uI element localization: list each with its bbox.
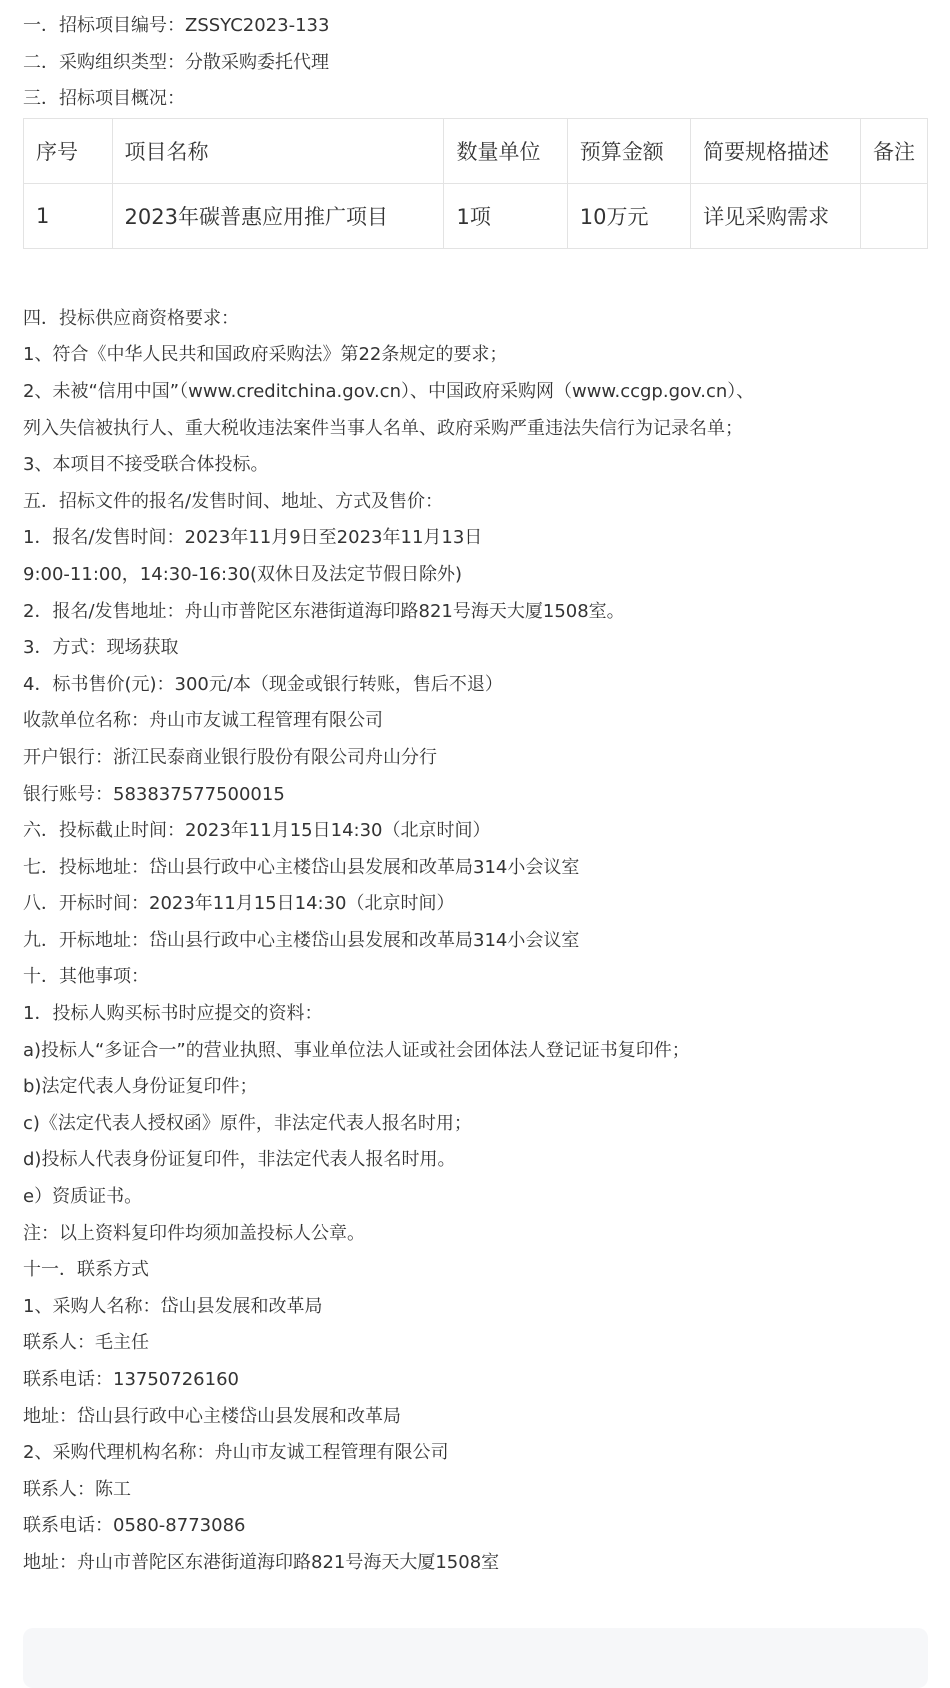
documents-required: 1．投标人购买标书时应提交的资料： [23, 1003, 323, 1025]
sale-heading: 五．招标文件的报名/发售时间、地址、方式及售价： [23, 490, 444, 512]
project-table [23, 118, 928, 249]
qualification-item-2: 2、未被“信用中国”（www.creditchina.gov.cn）、中国政府采购网（www.ccgp.gov.cn）、 [23, 380, 755, 402]
agency-name: 2、采购代理机构名称：舟山市友诚工程管理有限公司 [23, 1442, 449, 1464]
project-overview-heading: 三．招标项目概况： [23, 88, 185, 110]
agency-address: 地址：舟山市普陀区东港街道海印路821号海天大厦1508室 [23, 1551, 500, 1573]
document-item-b: b)法定代表人身份证复印件； [23, 1076, 258, 1098]
document-item-d: d)投标人代表身份证复印件，非法定代表人报名时用。 [23, 1149, 456, 1171]
document-item-a: a)投标人“多证合一”的营业执照、事业单位法人证或社会团体法人登记证书复印件； [23, 1039, 690, 1061]
contact-heading: 十一．联系方式 [23, 1259, 149, 1281]
project-number: 一．招标项目编号：ZSSYC2023-133 [23, 15, 330, 36]
header-project-name: 项目名称 [112, 118, 444, 183]
payee-name: 收款单位名称：舟山市友诚工程管理有限公司 [23, 710, 383, 732]
bank-account: 银行账号：583837577500015 [23, 783, 285, 805]
sale-price: 4．标书售价(元)：300元/本（现金或银行转账，售后不退） [23, 673, 503, 695]
cell-index: 1 [24, 183, 113, 248]
qualification-item-2-cont: 列入失信被执行人、重大税收违法案件当事人名单、政府采购严重违法失信行为记录名单； [23, 417, 743, 439]
announcement-content [23, 8, 928, 1582]
qualification-item-3: 3、本项目不接受联合体投标。 [23, 454, 269, 476]
cell-quantity-unit: 1项 [444, 183, 567, 248]
opening-time: 八．开标时间：2023年11月15日14:30（北京时间） [23, 893, 455, 915]
table-row [24, 183, 928, 248]
cell-remark [861, 183, 928, 248]
header-quantity-unit: 数量单位 [444, 118, 567, 183]
document-note: 注：以上资料复印件均须加盖投标人公章。 [23, 1222, 365, 1244]
footer-panel [23, 1628, 928, 1688]
bid-deadline: 六．投标截止时间：2023年11月15日14:30（北京时间） [23, 820, 491, 842]
purchaser-address: 地址：岱山县行政中心主楼岱山县发展和改革局 [23, 1405, 401, 1427]
procurement-type: 二．采购组织类型：分散采购委托代理 [23, 51, 329, 73]
other-matters-heading: 十．其他事项： [23, 966, 149, 988]
bank-name: 开户银行：浙江民泰商业银行股份有限公司舟山分行 [23, 746, 437, 768]
header-budget: 预算金额 [567, 118, 690, 183]
sale-method: 3．方式：现场获取 [23, 637, 179, 659]
bid-address: 七．投标地址：岱山县行政中心主楼岱山县发展和改革局314小会议室 [23, 856, 580, 878]
purchaser-contact: 联系人：毛主任 [23, 1332, 149, 1354]
cell-spec: 详见采购需求 [691, 183, 861, 248]
sale-time: 1．报名/发售时间：2023年11月9日至2023年11月13日 [23, 527, 483, 549]
sale-hours: 9:00-11:00，14:30-16:30(双休日及法定节假日除外) [23, 563, 463, 585]
opening-address: 九．开标地址：岱山县行政中心主楼岱山县发展和改革局314小会议室 [23, 929, 580, 951]
header-index: 序号 [24, 118, 113, 183]
purchaser-phone: 联系电话：13750726160 [23, 1369, 239, 1390]
table-header-row [24, 118, 928, 183]
agency-contact: 联系人：陈工 [23, 1478, 131, 1500]
sale-address: 2．报名/发售地址：舟山市普陀区东港街道海印路821号海天大厦1508室。 [23, 600, 625, 622]
purchaser-name: 1、采购人名称：岱山县发展和改革局 [23, 1295, 323, 1317]
document-item-c: c)《法定代表人授权函》原件，非法定代表人报名时用； [23, 1112, 472, 1134]
cell-project-name: 2023年碳普惠应用推广项目 [112, 183, 444, 248]
qualification-item-1: 1、符合《中华人民共和国政府采购法》第22条规定的要求； [23, 344, 508, 366]
agency-phone: 联系电话：0580-8773086 [23, 1515, 246, 1537]
qualification-heading: 四．投标供应商资格要求： [23, 307, 239, 329]
header-remark: 备注 [861, 118, 928, 183]
header-spec: 简要规格描述 [691, 118, 861, 183]
body-text [23, 301, 928, 1582]
project-table-wrapper [23, 118, 928, 249]
cell-budget: 10万元 [567, 183, 690, 248]
document-item-e: e）资质证书。 [23, 1186, 143, 1208]
